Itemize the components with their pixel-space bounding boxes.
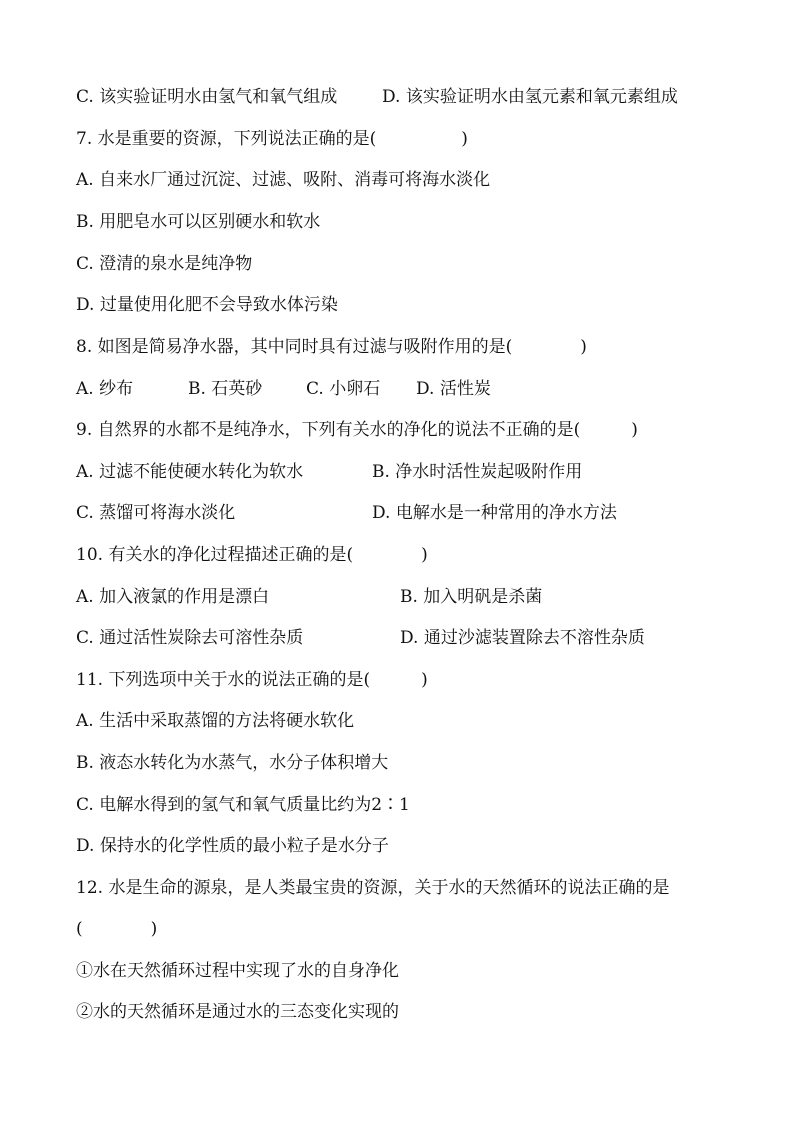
question-7-stem: 7. 水是重要的资源，下列说法正确的是( ) <box>76 129 468 149</box>
question-10-stem: 10. 有关水的净化过程描述正确的是( ) <box>76 545 428 565</box>
question-10-options-cd <box>76 627 736 649</box>
option-a: A. 加入液氯的作用是漂白 <box>76 587 270 607</box>
option-d: D. 活性炭 <box>416 379 491 399</box>
option-b: B. 净水时活性炭起吸附作用 <box>372 462 583 482</box>
option-c: C. 该实验证明水由氢气和氧气组成 <box>76 87 338 107</box>
question-11-option-d: D. 保持水的化学性质的最小粒子是水分子 <box>76 836 389 856</box>
question-9-stem: 9. 自然界的水都不是纯净水，下列有关水的净化的说法不正确的是( ) <box>76 420 638 440</box>
option-d: D. 该实验证明水由氢元素和氧元素组成 <box>382 87 678 107</box>
option-c: C. 小卵石 <box>306 379 381 399</box>
question-7-option-a: A. 自来水厂通过沉淀、过滤、吸附、消毒可将海水淡化 <box>76 170 491 190</box>
option-d: D. 通过沙滤装置除去不溶性杂质 <box>400 628 645 648</box>
question-12-statement-2: ②水的天然循环是通过水的三态变化实现的 <box>76 1002 399 1022</box>
question-8-stem: 8. 如图是简易净水器，其中同时具有过滤与吸附作用的是( ) <box>76 337 587 357</box>
question-9-options-cd <box>76 502 736 524</box>
option-a: A. 过滤不能使硬水转化为软水 <box>76 462 304 482</box>
question-11-option-c: C. 电解水得到的氢气和氧气质量比约为2∶1 <box>76 795 410 815</box>
question-7-option-d: D. 过量使用化肥不会导致水体污染 <box>76 295 338 315</box>
question-7-option-c: C. 澄清的泉水是纯净物 <box>76 254 253 274</box>
question-12-stem: 12. 水是生命的源泉，是人类最宝贵的资源，关于水的天然循环的说法正确的是 <box>76 878 670 898</box>
option-b: B. 石英砂 <box>188 379 263 399</box>
question-10-options-ab <box>76 586 736 608</box>
question-9-options-ab <box>76 461 736 483</box>
question-11-option-b: B. 液态水转化为水蒸气，水分子体积增大 <box>76 753 389 773</box>
option-a: A. 纱布 <box>76 379 134 399</box>
question-8-options <box>76 378 736 400</box>
question-11-stem: 11. 下列选项中关于水的说法正确的是( ) <box>76 670 428 690</box>
question-12-statement-1: ①水在天然循环过程中实现了水的自身净化 <box>76 961 399 981</box>
question-11-option-a: A. 生活中采取蒸馏的方法将硬水软化 <box>76 711 355 731</box>
option-c: C. 通过活性炭除去可溶性杂质 <box>76 628 304 648</box>
option-c: C. 蒸馏可将海水淡化 <box>76 503 236 523</box>
question-7-option-b: B. 用肥皂水可以区别硬水和软水 <box>76 212 321 232</box>
option-d: D. 电解水是一种常用的净水方法 <box>372 503 617 523</box>
question-12-answer-blank: ( ) <box>76 919 158 939</box>
option-b: B. 加入明矾是杀菌 <box>400 587 543 607</box>
